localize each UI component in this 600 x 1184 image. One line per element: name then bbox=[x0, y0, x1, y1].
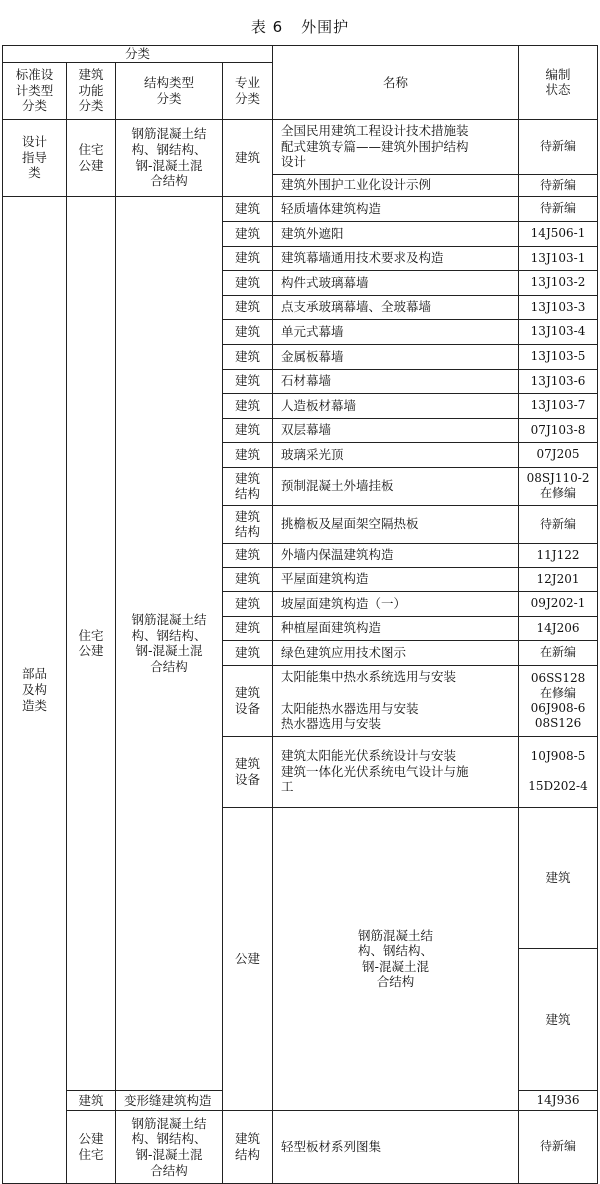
status-cell: 14J206 bbox=[519, 616, 598, 640]
spec-cell: 建筑 bbox=[223, 591, 273, 616]
name-cell: 种植屋面建筑构造 bbox=[273, 616, 519, 640]
name-cell: 变形缝建筑构造 bbox=[116, 1090, 223, 1110]
name-cell: 建筑外围护工业化设计示例 bbox=[273, 174, 519, 196]
spec-cell: 建筑 bbox=[223, 442, 273, 467]
struct-type-cell: 钢筋混凝土结 构、钢结构、 钢-混凝土混 合结构 bbox=[116, 1110, 223, 1183]
status-cell: 14J936 bbox=[519, 1090, 598, 1110]
status-cell: 13J103-1 bbox=[519, 246, 598, 270]
status-cell: 11J122 bbox=[519, 543, 598, 567]
status-cell: 待新编 bbox=[519, 505, 598, 543]
spec-cell: 建筑 bbox=[223, 319, 273, 344]
name-cell: 石材幕墙 bbox=[273, 369, 519, 393]
name-cell: 太阳能集中热水系统选用与安装 太阳能热水器选用与安装 热水器选用与安装 bbox=[273, 665, 519, 736]
spec-cell: 建筑 bbox=[223, 616, 273, 640]
spec-cell: 建筑 bbox=[67, 1090, 116, 1110]
table-row bbox=[3, 196, 598, 221]
standards-table bbox=[2, 45, 598, 1184]
name-cell: 构件式玻璃幕墙 bbox=[273, 270, 519, 295]
spec-cell: 建筑 bbox=[223, 369, 273, 393]
struct-type-cell: 钢筋混凝土结 构、钢结构、 钢-混凝土混 合结构 bbox=[273, 807, 519, 1110]
header-func-type: 建筑 功能 分类 bbox=[67, 62, 116, 119]
name-cell: 绿色建筑应用技术图示 bbox=[273, 640, 519, 665]
spec-cell: 建筑 bbox=[223, 393, 273, 418]
name-cell: 预制混凝土外墙挂板 bbox=[273, 467, 519, 505]
status-cell: 13J103-2 bbox=[519, 270, 598, 295]
name-cell: 全国民用建筑工程设计技术措施装 配式建筑专篇——建筑外围护结构 设计 bbox=[273, 119, 519, 174]
name-cell: 建筑外遮阳 bbox=[273, 221, 519, 246]
status-cell: 待新编 bbox=[519, 119, 598, 174]
name-cell: 建筑太阳能光伏系统设计与安装 建筑一体化光伏系统电气设计与施 工 bbox=[273, 736, 519, 807]
status-cell: 12J201 bbox=[519, 567, 598, 591]
status-cell: 13J103-6 bbox=[519, 369, 598, 393]
name-cell: 外墙内保温建筑构造 bbox=[273, 543, 519, 567]
spec-cell: 建筑 bbox=[223, 270, 273, 295]
name-cell: 轻质墙体建筑构造 bbox=[273, 196, 519, 221]
spec-cell: 建筑 bbox=[223, 567, 273, 591]
func-type-cell: 公建 住宅 bbox=[67, 1110, 116, 1183]
spec-cell: 建筑 bbox=[223, 640, 273, 665]
name-cell: 挑檐板及屋面架空隔热板 bbox=[273, 505, 519, 543]
table-number: 表 6 bbox=[250, 18, 284, 36]
status-cell: 06SS128 在修编 06J908-6 08S126 bbox=[519, 665, 598, 736]
spec-cell: 建筑 bbox=[223, 543, 273, 567]
std-type-cell: 设计 指导 类 bbox=[3, 119, 67, 196]
status-cell: 08SJ110-2 在修编 bbox=[519, 467, 598, 505]
table-title bbox=[0, 16, 600, 37]
spec-cell: 建筑 bbox=[223, 221, 273, 246]
spec-cell: 建筑 bbox=[223, 295, 273, 319]
spec-cell: 建筑 设备 bbox=[223, 736, 273, 807]
status-cell: 14J506-1 bbox=[519, 221, 598, 246]
spec-cell: 建筑 bbox=[223, 246, 273, 270]
header-status: 编制 状态 bbox=[519, 46, 598, 120]
status-cell: 待新编 bbox=[519, 196, 598, 221]
name-cell: 玻璃采光顶 bbox=[273, 442, 519, 467]
status-cell: 10J908-5 15D202-4 bbox=[519, 736, 598, 807]
header-classification: 分类 bbox=[3, 46, 273, 63]
spec-cell: 建筑 设备 bbox=[223, 665, 273, 736]
std-type-cell: 部品 及构 造类 bbox=[3, 196, 67, 1183]
spec-cell: 建筑 bbox=[223, 196, 273, 221]
table-row bbox=[3, 119, 598, 174]
name-cell: 坡屋面建筑构造（一） bbox=[273, 591, 519, 616]
func-type-cell: 住宅 公建 bbox=[67, 196, 116, 1090]
status-cell: 07J205 bbox=[519, 442, 598, 467]
header-spec-type: 专业 分类 bbox=[223, 62, 273, 119]
header-name: 名称 bbox=[273, 46, 519, 120]
spec-cell: 建筑 bbox=[223, 418, 273, 442]
spec-cell: 建筑 bbox=[223, 119, 273, 196]
name-cell: 人造板材幕墙 bbox=[273, 393, 519, 418]
spec-cell: 建筑 结构 bbox=[223, 505, 273, 543]
name-cell: 点支承玻璃幕墙、全玻幕墙 bbox=[273, 295, 519, 319]
struct-type-cell: 钢筋混凝土结 构、钢结构、 钢-混凝土混 合结构 bbox=[116, 119, 223, 196]
status-cell: 09J202-1 bbox=[519, 591, 598, 616]
status-cell: 13J103-7 bbox=[519, 393, 598, 418]
table-row bbox=[3, 1110, 598, 1183]
spec-cell: 建筑 结构 bbox=[223, 467, 273, 505]
status-cell: 13J103-5 bbox=[519, 344, 598, 369]
table-title-text: 外围护 bbox=[301, 18, 350, 36]
status-cell: 在新编 bbox=[519, 640, 598, 665]
header-struct-type: 结构类型 分类 bbox=[116, 62, 223, 119]
status-cell: 待新编 bbox=[519, 174, 598, 196]
name-cell: 建筑幕墙通用技术要求及构造 bbox=[273, 246, 519, 270]
func-type-cell: 住宅 公建 bbox=[67, 119, 116, 196]
name-cell: 轻型板材系列图集 bbox=[273, 1110, 519, 1183]
func-type-cell: 公建 bbox=[223, 807, 273, 1110]
status-cell: 13J103-4 bbox=[519, 319, 598, 344]
status-cell: 待新编 bbox=[519, 1110, 598, 1183]
name-cell: 双层幕墙 bbox=[273, 418, 519, 442]
struct-type-cell: 钢筋混凝土结 构、钢结构、 钢-混凝土混 合结构 bbox=[116, 196, 223, 1090]
status-cell: 07J103-8 bbox=[519, 418, 598, 442]
spec-cell: 建筑 结构 bbox=[223, 1110, 273, 1183]
name-cell: 平屋面建筑构造 bbox=[273, 567, 519, 591]
header-std-type: 标准设 计类型 分类 bbox=[3, 62, 67, 119]
name-cell: 单元式幕墙 bbox=[273, 319, 519, 344]
spec-cell: 建筑 bbox=[223, 344, 273, 369]
name-cell: 金属板幕墙 bbox=[273, 344, 519, 369]
spec-cell: 建筑 bbox=[519, 949, 598, 1091]
spec-cell: 建筑 bbox=[519, 807, 598, 949]
status-cell: 13J103-3 bbox=[519, 295, 598, 319]
